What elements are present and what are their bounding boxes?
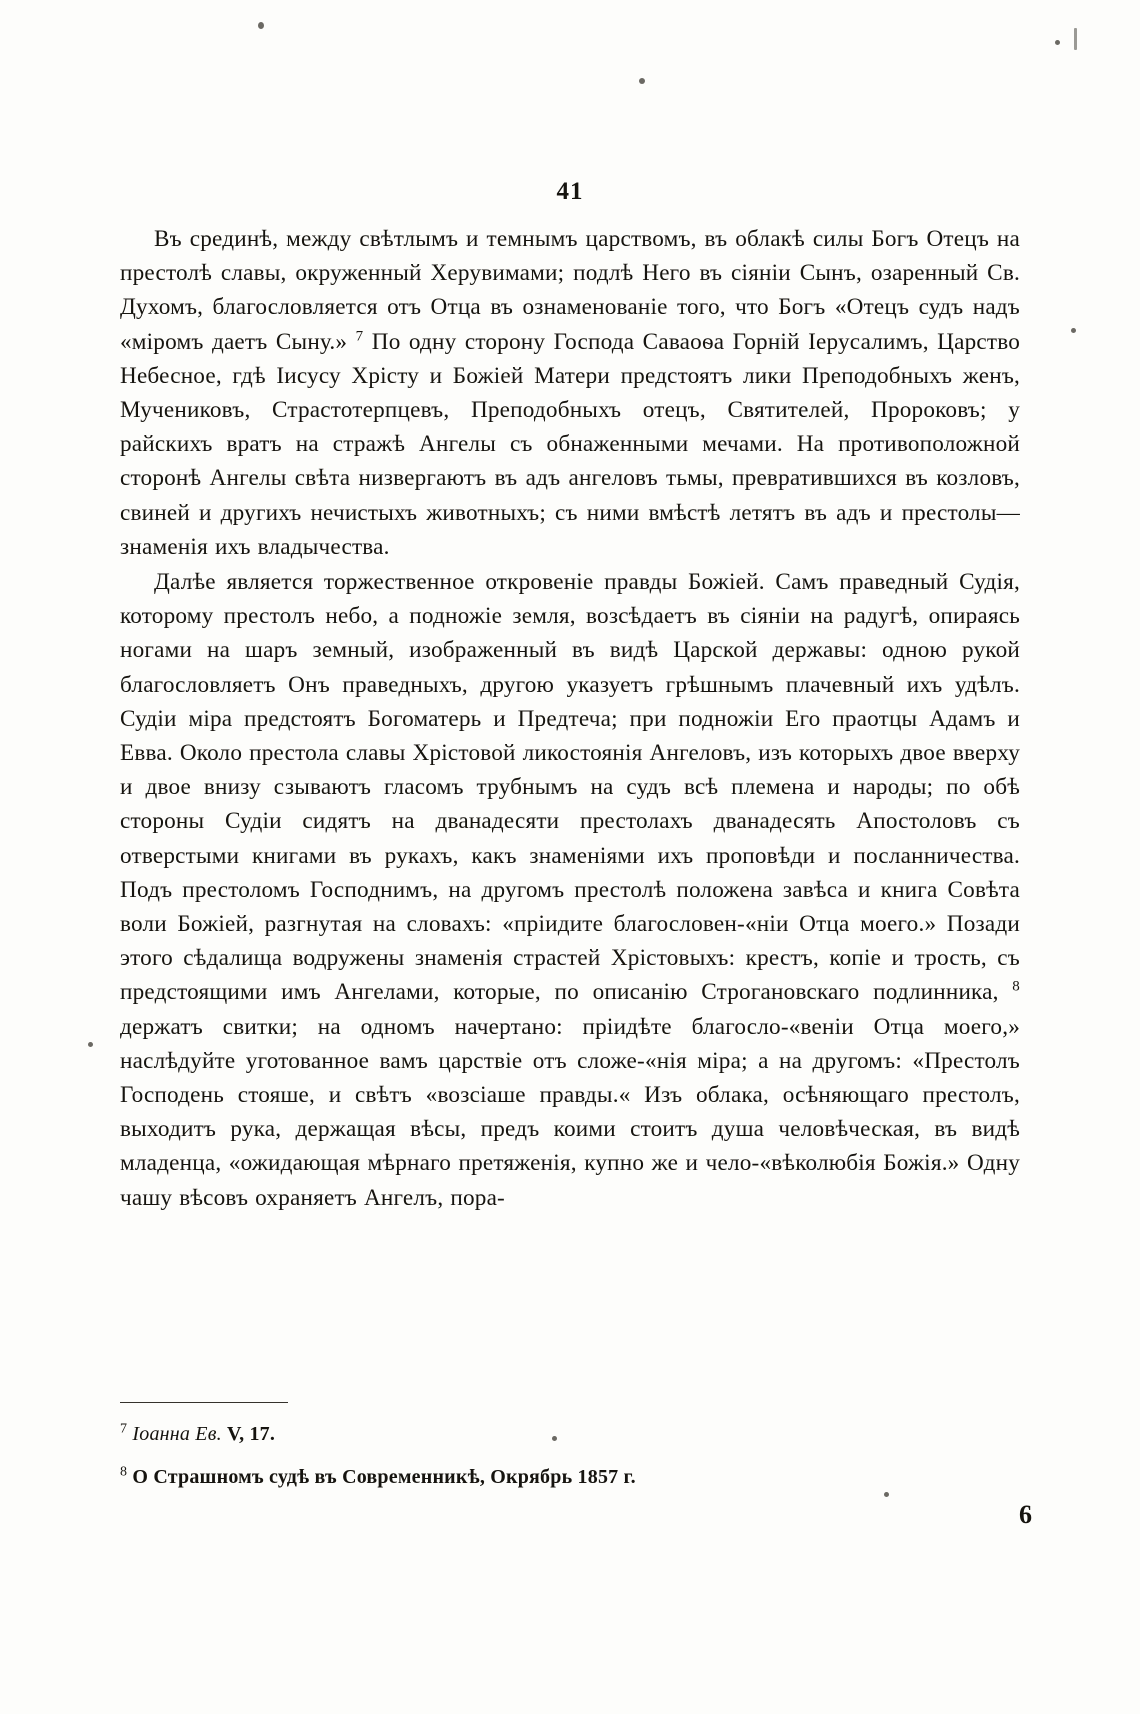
footnote-ref-7[interactable]: 7 <box>355 327 364 344</box>
paragraph-1-text: Въ срединѣ, между свѣтлымъ и темнымъ царствомъ, въ облакѣ силы Богъ Отецъ на престолѣ славы, окруженный Херувимами; подлѣ Него въ сіяніи Сынъ, озаренный Св. Духомъ, благословляется отъ Отца въ ознаменованіе того, что Богъ «Отецъ судъ надъ «міромъ даетъ Сыну.» <box>120 226 1020 355</box>
footnote-7-rest: V, 17. <box>221 1423 276 1445</box>
speck <box>639 78 645 84</box>
footnote-8-text: О Страшномъ судѣ въ Современникѣ, Окрябрь 1857 г. <box>132 1466 636 1488</box>
page-number: 41 <box>556 178 584 205</box>
speck <box>258 22 264 29</box>
footnote-divider <box>120 1402 288 1403</box>
signature-mark: 6 <box>1019 1500 1032 1529</box>
body-text <box>120 222 1020 1215</box>
footnote-7-marker: 7 <box>120 1421 128 1437</box>
speck <box>1055 40 1060 45</box>
paragraph-1 <box>120 222 1020 564</box>
speck <box>88 1042 93 1047</box>
footnote-7 <box>120 1419 1020 1449</box>
speck <box>1071 328 1076 333</box>
paragraph-2 <box>120 565 1020 1215</box>
paragraph-2-text-after: держатъ свитки; на одномъ начертано: пріидѣте благосло-«веніи Отца моего,» наслѣдуйте уготованное вамъ царствіе отъ сложе-«нія міра; а на другомъ: «Престолъ Господень стояше, и свѣтъ «возсіаше правды.« Изъ облака, осѣняющаго престолъ, выходитъ рука, держащая вѣсы, предъ коими стоитъ душа человѣческая, въ видѣ младенца, «ожидающая мѣрнаго претяженія, купно же и чело-«вѣколюбія Божія.» Одну чашу вѣсовъ охраняетъ Ангелъ, пора- <box>120 1013 1020 1211</box>
paragraph-1-text-after: По одну сторону Господа Саваоѳа Горній Іерусалимъ, Царство Небесное, гдѣ Іисусу Хрісту и Божіей Матери предстоятъ лики Преподобныхъ женъ, Мучениковъ, Страстотерпцевъ, Преподобныхъ отецъ, Святителей, Пророковъ; у райскихъ вратъ на стражѣ Ангелы съ обнаженными мечами. На противоположной сторонѣ Ангелы свѣта низвергаютъ въ адъ ангеловъ тьмы, превратившихся въ козловъ, свиней и другихъ нечистыхъ животныхъ; съ ними вмѣстѣ летятъ въ адъ и престолы—знаменія ихъ владычества. <box>120 328 1020 560</box>
footnote-8-marker: 8 <box>120 1464 128 1480</box>
footnote-7-source: Іоанна Ев. <box>132 1423 222 1445</box>
footnotes <box>120 1402 1020 1505</box>
paragraph-2-text: Далѣе является торжественное откровеніе правды Божіей. Самъ праведный Судія, которому престолъ небо, а подножіе земля, возсѣдаетъ въ сіяніи на радугѣ, опираясь ногами на шаръ земный, изображенный въ видѣ Царской державы: одною рукой благословляетъ Онъ праведныхъ, другою указуетъ грѣшнымъ плачевный ихъ удѣлъ. Судіи міра предстоятъ Богоматерь и Предтеча; при подножіи Его праотцы Адамъ и Евва. Около престола славы Хрістовой ликостоянія Ангеловъ, изъ которыхъ двое вверху и двое внизу сзываютъ гласомъ трубнымъ на судъ всѣ племена и народы; по обѣ стороны Судіи сидятъ на дванадесяти престолахъ дванадесять Апостоловъ съ отверстыми книгами въ рукахъ, какъ знаменіями ихъ проповѣди и посланничества. Подъ престоломъ Господнимъ, на другомъ престолѣ положена завѣса и книга Совѣта воли Божіей, разгнутая на словахъ: «пріидите благословен-«ніи Отца моего.» Позади этого сѣдалища водружены знаменія страстей Хрістовыхъ: крестъ, копіе и трость, съ предстоящими имъ Ангелами, которые, по описанію Строгановскаго подлинника, <box>120 569 1021 1006</box>
footnote-ref-8[interactable]: 8 <box>1012 978 1020 995</box>
footnote-8 <box>120 1462 1020 1492</box>
speck <box>1074 28 1077 50</box>
